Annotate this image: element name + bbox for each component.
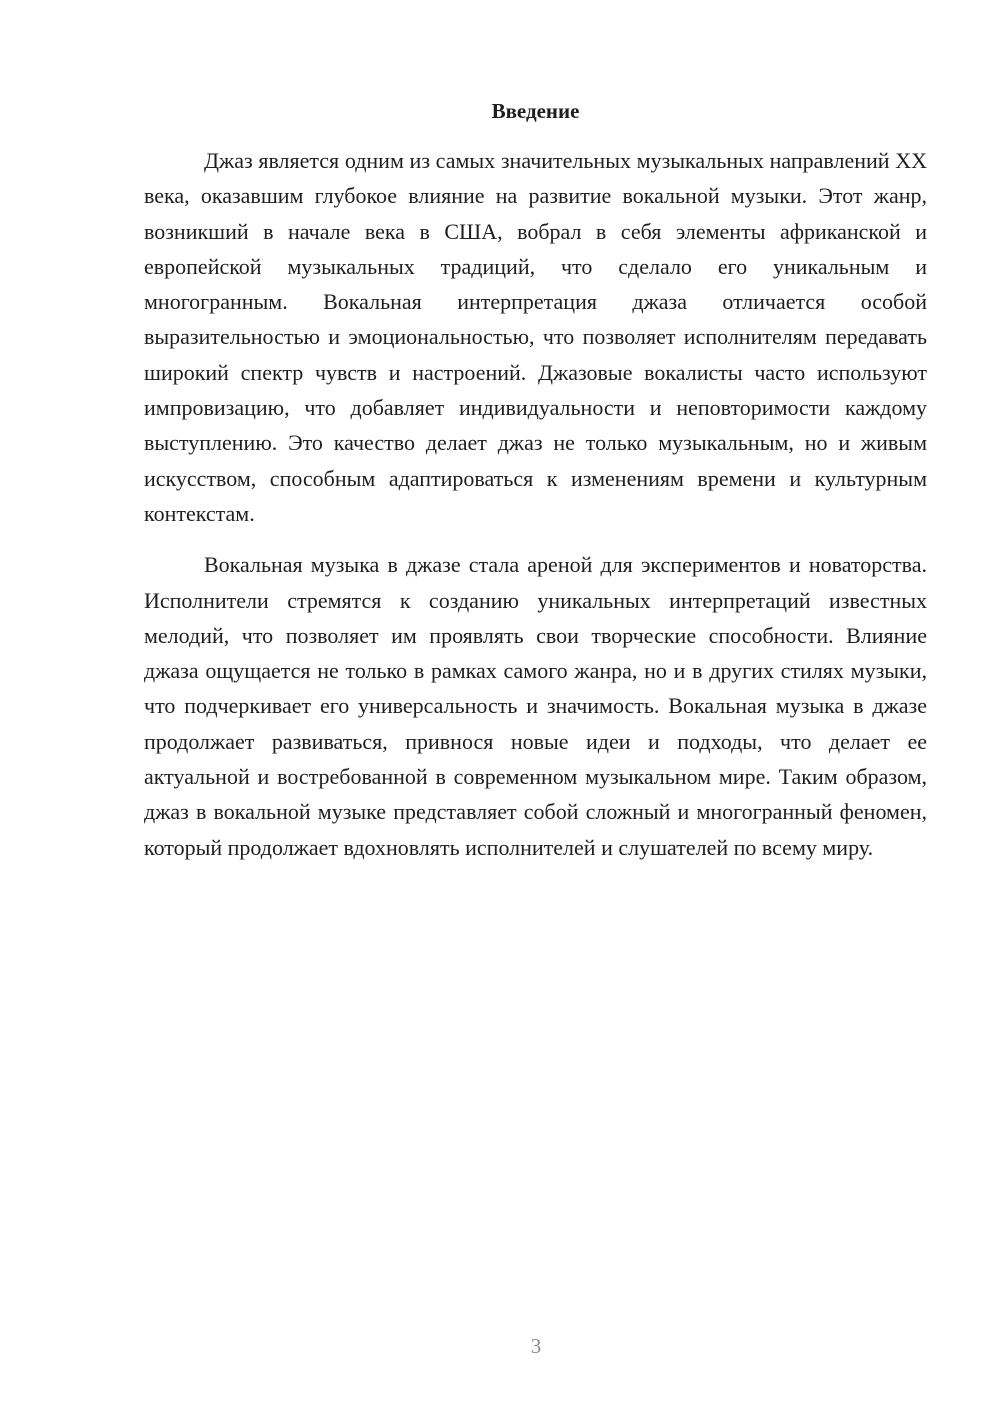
section-heading: Введение [491,99,580,123]
document-body [144,96,927,865]
paragraph: Вокальная музыка в джазе стала ареной для экспериментов и новаторства. Исполнители стремятся к созданию уникальных интерпретаций известных мелодий, что позволяет им проявлять свои творческие способности. Влияние джаза ощущается не только в рамках самого жанра, но и в других стилях музыки, что подчеркивает его универсальность и значимость. Вокальная музыка в джазе продолжает развиваться, привнося новые идеи и подходы, что делает ее актуальной и востребованной в современном музыкальном мире. Таким образом, джаз в вокальной музыке представляет собой сложный и многогранный феномен, который продолжает вдохновлять исполнителей и слушателей по всему миру. [144,552,927,860]
page-number: 3 [530,1334,542,1358]
paragraph: Джаз является одним из самых значительных музыкальных направлений XX века, оказавшим глубокое влияние на развитие вокальной музыки. Этот жанр, возникший в начале века в США, вобрал в себя элементы африканской и европейской музыкальных традиций, что сделало его уникальным и многогранным. Вокальная интерпретация джаза отличается особой выразительностью и эмоциональностью, что позволяет исполнителям передавать широкий спектр чувств и настроений. Джазовые вокалисты часто используют импровизацию, что добавляет индивидуальности и неповторимости каждому выступлению. Это качество делает джаз не только музыкальным, но и живым искусством, способным адаптироваться к изменениям времени и культурным контекстам. [144,148,927,526]
